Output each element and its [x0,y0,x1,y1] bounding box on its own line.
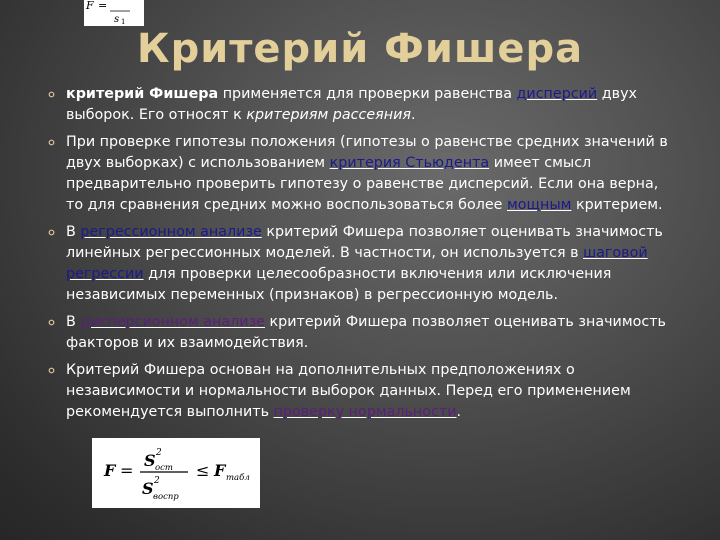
italic-term: критериям рассеяния [246,107,411,123]
bullet-icon [48,319,55,326]
text-run: В [66,314,81,330]
bullet-text-2 [66,134,668,213]
text-run: критерий Фишера позволяет оценивать значимость факторов и их взаимодействия. [66,314,666,351]
bullet-text-5 [66,362,631,420]
text-run: для проверки целесообразности включения или исключения независимых переменных (признаков) в регрессионную модель. [66,266,612,303]
top-formula-rhs: s [114,14,120,25]
formula-den-sub: воспр [153,492,179,502]
formula-rhs-var: F [214,461,226,480]
slide-title: Критерий Фишера [136,26,584,72]
text-run: применяется для проверки равенства [218,86,517,102]
bold-term: критерий Фишера [66,86,219,102]
bullet-item-1 [48,84,676,126]
formula-lhs: F [104,461,116,480]
bullet-list [48,84,676,429]
text-run: . [410,107,416,123]
link-anova[interactable]: дисперсионном анализе [80,314,265,330]
text-run: двух выборок. Его относят к [66,86,637,123]
text-run: В [66,224,81,240]
link-regression-analysis[interactable]: регрессионном анализе [80,224,262,240]
bullet-text-4 [66,314,666,351]
text-run: имеет смысл предварительно проверить гипотезу о равенстве дисперсий. Если она верна, то для сравнения средних можно воспользоваться более [66,155,659,213]
bullet-icon [48,367,55,374]
top-formula-svg [84,0,144,26]
link-student-test[interactable]: критерия Стьюдента [329,155,490,171]
bullet-item-2 [48,132,676,216]
formula-num-sup: 2 [156,448,162,458]
formula-rel: ≤ [196,461,210,480]
link-dispersions[interactable]: дисперсий [516,86,598,102]
text-run: критерий Фишера позволяет оценивать значимость линейных регрессионных моделей. В частности, он используется в [66,224,663,261]
bullet-item-4 [48,312,676,354]
bullet-item-3 [48,222,676,306]
formula-num-var: S [144,451,156,470]
fisher-formula-image [92,438,260,508]
formula-den-var: S [142,479,154,498]
formula-rhs-sub: табл [226,473,250,483]
formula-num-sub: ост [155,463,173,473]
formula-den-sup: 2 [154,476,160,486]
top-formula-rhs-sub: 1 [121,18,126,26]
link-stepwise-regression[interactable]: шаговой регрессии [66,245,648,282]
top-formula-image [84,0,144,26]
text-run: . [456,404,462,420]
text-run: Критерий Фишера основан на дополнительных предположениях о независимости и нормальности выборок данных. Перед его применением рекомендуется выполнить [66,362,631,420]
bullet-text-1 [66,86,637,123]
text-run: критерием. [571,197,663,213]
bullet-icon [48,229,55,236]
bullet-item-5 [48,360,676,423]
formula-eq: = [120,461,134,480]
bullet-text-3 [66,224,663,303]
top-formula-eq: = [98,0,108,12]
link-normality-test[interactable]: проверку нормальности [273,404,457,420]
fisher-formula-svg [92,438,260,508]
top-formula-lhs: F [86,0,94,12]
text-run: При проверке гипотезы положения (гипотезы о равенстве средних значений в двух выборках) с использованием [66,134,668,171]
link-powerful[interactable]: мощным [506,197,572,213]
bullet-icon [48,91,55,98]
bullet-icon [48,139,55,146]
